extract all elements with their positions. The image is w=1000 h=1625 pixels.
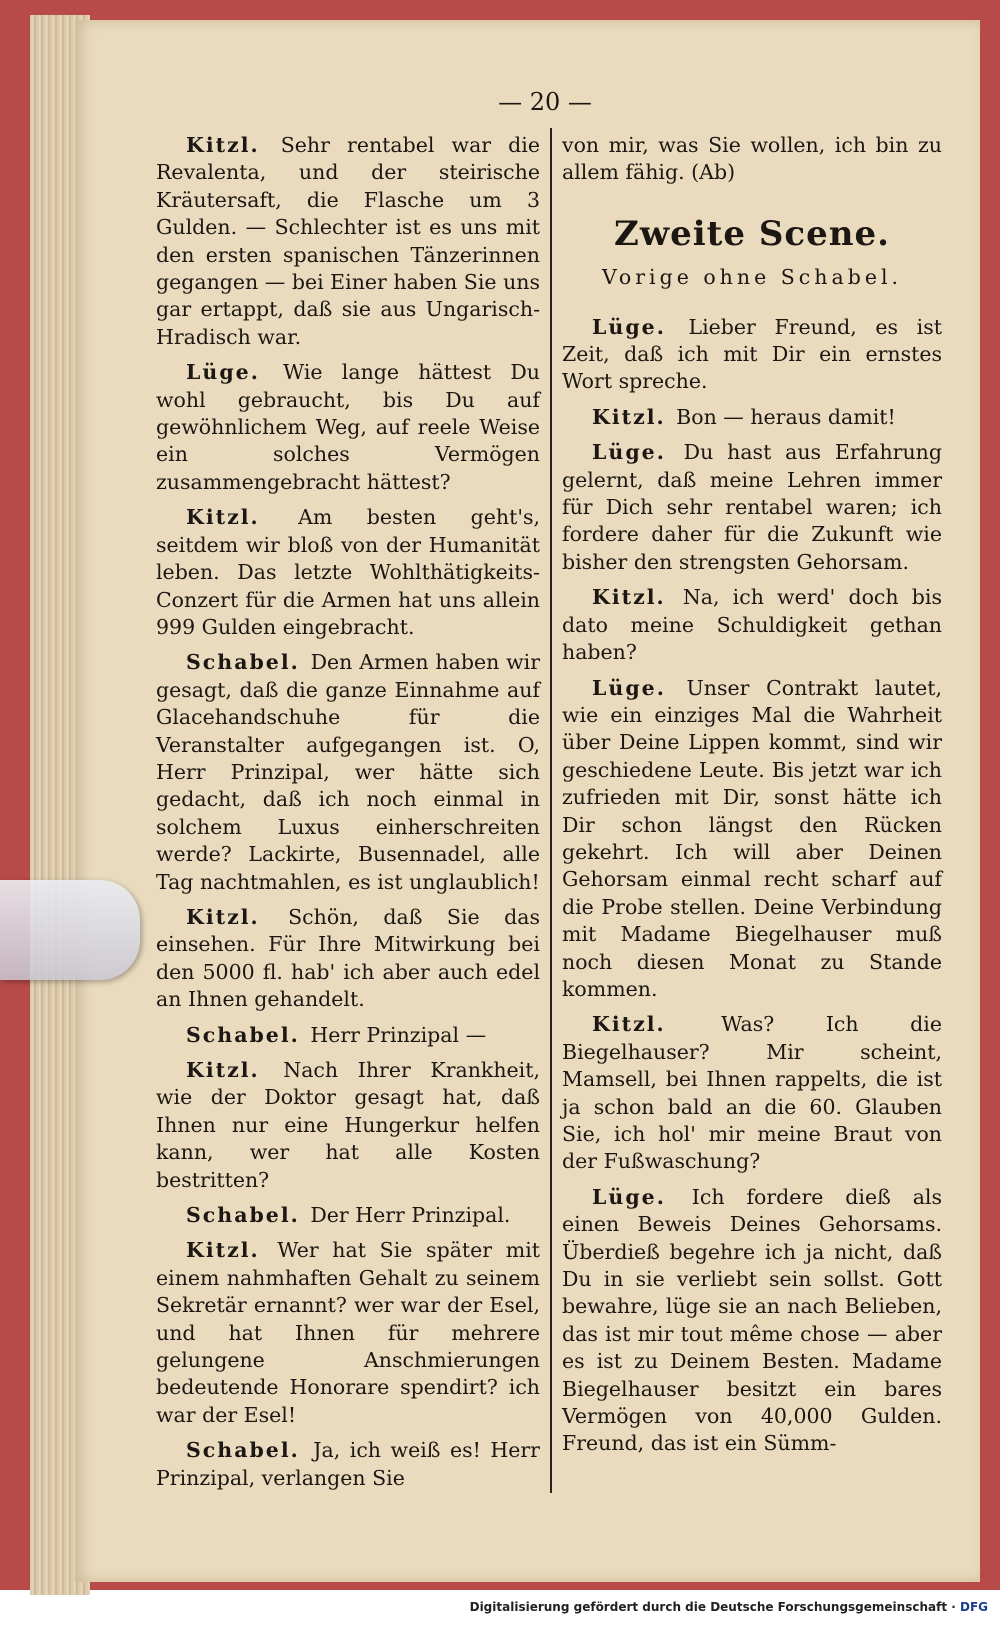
dialogue-text: Ich fordere dieß als einen Beweis Deines Gehorsams. Überdieß begehre ich ja nicht, daß Du in sie verliebt sein sollst. Gott bewahre, lüge sie an nach Belieben, das ist mir tout même chose — aber es ist zu Deinem Besten. Madame Biegelhauser besitzt ein bares Vermögen von 40,000 Gulden. Freund, das ist ein Sümm- (562, 1184, 942, 1456)
speaker-name: Kitzl. (592, 404, 666, 429)
dialogue-paragraph (562, 675, 942, 1004)
dialogue-paragraph (156, 359, 540, 496)
right-column-dialogue (562, 314, 942, 1458)
speaker-name: Kitzl. (186, 1238, 260, 1263)
dialogue-text: Unser Contrakt lautet, wie ein einziges Mal die Wahrheit über Deine Lippen kommt, sind wir geschiedene Leute. Bis jetzt war ich zufrieden mit Dir, sonst hätte ich Dir schon längst den Rücken gekehrt. Ich will aber Deinen Gehorsam einmal recht scharf auf die Probe stellen. Deine Verbindung mit Madame Biegelhauser muß noch diesen Monat zu Stande kommen. (562, 675, 942, 1001)
left-column (156, 132, 540, 1500)
speaker-name: Lüge. (186, 360, 260, 385)
paragraph-continuation: von mir, was Sie wollen, ich bin zu allem fähig. (Ab) (562, 133, 942, 185)
dialogue-text: Du hast aus Erfahrung gelernt, daß meine Lehren immer für Dich sehr rentabel waren; ich fordere daher für die Zukunft wie bisher den strengsten Gehorsam. (562, 440, 942, 574)
dialogue-text: Bon — heraus damit! (676, 404, 896, 429)
dialogue-text: Lieber Freund, es ist Zeit, daß ich mit Dir ein ernstes Wort spreche. (562, 314, 942, 394)
right-column (562, 132, 942, 1466)
dfg-logo: DFG (959, 1600, 988, 1614)
column-divider (550, 128, 552, 1493)
dialogue-paragraph (156, 1057, 540, 1194)
dialogue-text: Schön, daß Sie das einsehen. Für Ihre Mitwirkung bei den 5000 fl. hab' ich aber auch edel an Ihnen gehandelt. (156, 904, 540, 1012)
dialogue-text: Herr Prinzipal — (310, 1022, 487, 1047)
dialogue-text: Wer hat Sie später mit einem nahmhaften Gehalt zu seinem Sekretär ernannt? wer war der Esel, und hat Ihnen für mehrere gelungene Anschmierungen bedeutende Honorare spendirt? ich war der Esel! (156, 1238, 540, 1427)
dialogue-paragraph (156, 649, 540, 896)
speaker-name: Lüge. (592, 314, 666, 339)
speaker-name: Schabel. (186, 1438, 300, 1463)
page-marker-tab (0, 880, 140, 980)
dialogue-text: Am besten geht's, seitdem wir bloß von der Humanität leben. Das letzte Wohlthätigkeits-Conzert für die Armen hat uns allein 999 Gulden eingebracht. (156, 505, 540, 639)
speaker-name: Kitzl. (186, 1058, 260, 1082)
dialogue-paragraph (156, 1202, 540, 1229)
dialogue-text: Ja, ich weiß es! Herr Prinzipal, verlangen Sie (156, 1438, 540, 1490)
dialogue-text: Der Herr Prinzipal. (310, 1203, 511, 1228)
dialogue-text: Nach Ihrer Krankheit, wie der Doktor gesagt hat, daß Ihnen nur eine Hungerkur helfen kann, wer hat alle Kosten bestritten? (156, 1058, 540, 1192)
speaker-name: Lüge. (592, 675, 666, 700)
dialogue-paragraph (156, 1437, 540, 1492)
speaker-name: Lüge. (592, 1184, 666, 1209)
dialogue-paragraph (156, 504, 540, 641)
speaker-name: Kitzl. (186, 505, 260, 530)
speaker-name: Kitzl. (592, 585, 666, 610)
stage-direction: Vorige ohne Schabel. (601, 265, 903, 290)
dialogue-text: Na, ich werd' doch bis dato meine Schuldigkeit gethan haben? (562, 585, 942, 665)
dialogue-paragraph (156, 1237, 540, 1429)
dialogue-paragraph (562, 1184, 942, 1458)
dialogue-paragraph (562, 439, 942, 576)
dialogue-paragraph (562, 314, 942, 396)
dialogue-text: Sehr rentabel war die Revalenta, und der steirische Kräutersaft, die Flasche um 3 Gulden. — Schlechter ist es uns mit den ersten spanischen Tänzerinnen gegangen — bei Einer haben Sie uns gar ertappt, daß sie aus Ungarisch-Hradisch war. (156, 133, 540, 349)
speaker-name: Schabel. (186, 650, 300, 675)
dialogue-paragraph (156, 132, 540, 351)
scene-heading: Zweite Scene. (614, 213, 890, 254)
dialogue-text: Wie lange hättest Du wohl gebraucht, bis Du auf gewöhnlichem Weg, auf reele Weise ein solches Vermögen zusammengebracht hättest? (156, 360, 540, 494)
footer-text: Digitalisierung gefördert durch die Deutsche Forschungsgemeinschaft (469, 1600, 948, 1614)
footer-credit: Digitalisierung gefördert durch die Deutsche Forschungsgemeinschaft · DFG (469, 1600, 988, 1614)
dialogue-paragraph (562, 404, 942, 431)
page-number: — 20 — (498, 88, 592, 116)
dialogue-text: Was? Ich die Biegelhauser? Mir scheint, Mamsell, bei Ihnen rappelts, die ist ja schon bald an die 60. Glauben Sie, ich hol' mir meine Braut von der Fußwaschung? (562, 1012, 942, 1174)
speaker-name: Schabel. (186, 1022, 300, 1047)
speaker-name: Kitzl. (186, 133, 260, 157)
dialogue-paragraph (562, 1011, 942, 1175)
speaker-name: Lüge. (592, 440, 666, 465)
dialogue-text: Den Armen haben wir gesagt, daß die ganze Einnahme auf Glacehandschuhe für die Veranstalter aufgegangen ist. O, Herr Prinzipal, wer hätte sich gedacht, daß ich noch einmal in solchem Luxus einherschreiten werde? Lackirte, Busennadel, alle Tag nachtmahlen, es ist unglaublich! (156, 650, 540, 894)
dialogue-paragraph (562, 584, 942, 666)
dialogue-paragraph (156, 1022, 540, 1049)
speaker-name: Kitzl. (592, 1012, 666, 1037)
dialogue-paragraph (156, 904, 540, 1014)
speaker-name: Kitzl. (186, 904, 260, 929)
speaker-name: Schabel. (186, 1203, 300, 1228)
